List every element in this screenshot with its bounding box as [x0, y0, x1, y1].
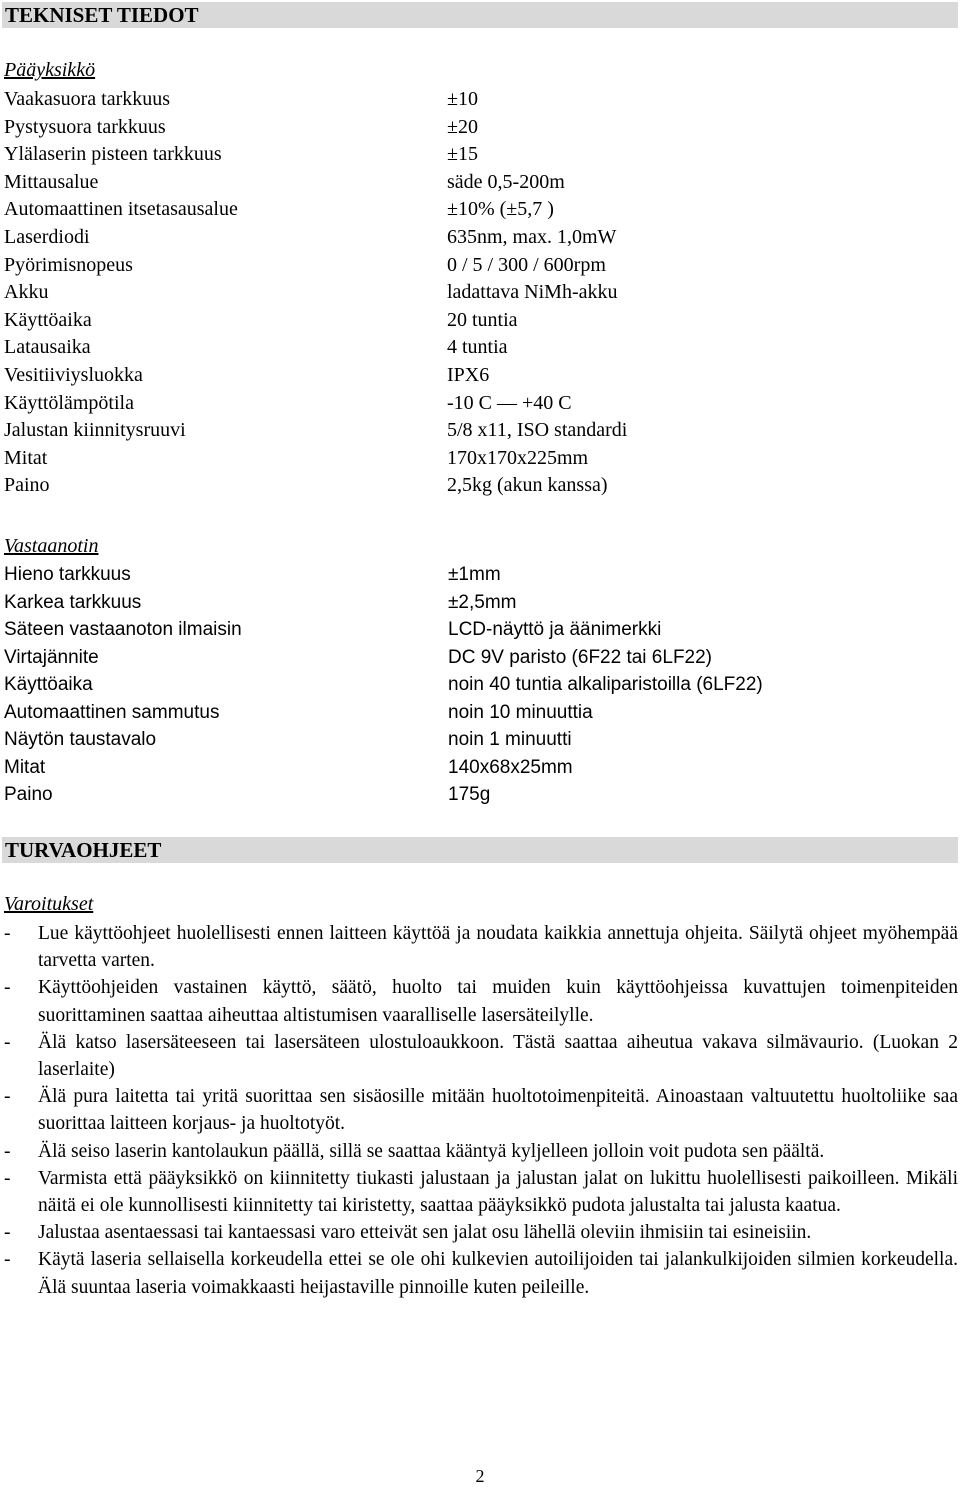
bullet-dash-icon: -: [4, 977, 11, 999]
spec-row: [4, 114, 904, 142]
spec-label: Latausaika: [4, 336, 91, 359]
spec-value: 2,5kg (akun kanssa): [447, 474, 608, 497]
warning-text: Lue käyttöohjeet huolellisesti ennen laitteen käyttöä ja noudata kaikkia annettuja ohjeita. Säilytä ohjeet myöhempää tarvetta varten.: [38, 923, 958, 972]
spec-row: [4, 390, 904, 418]
bullet-dash-icon: -: [4, 1031, 11, 1053]
spec-row: [4, 699, 904, 727]
spec-label: Automaattinen sammutus: [4, 701, 220, 723]
spec-label: Mitat: [4, 446, 48, 469]
bullet-dash-icon: -: [4, 1249, 11, 1271]
spec-value: ±2,5mm: [448, 591, 517, 613]
warning-item: [4, 920, 958, 974]
spec-label: Karkea tarkkuus: [4, 591, 142, 613]
warnings-title: Varoitukset: [4, 893, 94, 915]
spec-row: [4, 169, 904, 197]
spec-label: Säteen vastaanoton ilmaisin: [4, 619, 242, 640]
spec-value: 20 tuntia: [447, 308, 518, 331]
spec-value: noin 1 minuutti: [448, 729, 572, 750]
spec-label: Pyörimisnopeus: [4, 253, 133, 276]
tech-specs-header: TEKNISET TIEDOT: [2, 2, 958, 28]
spec-value: 635nm, max. 1,0mW: [447, 225, 617, 248]
spec-value: LCD-näyttö ja äänimerkki: [448, 619, 662, 640]
spec-row: [4, 224, 904, 252]
spec-value: ladattava NiMh-akku: [447, 281, 618, 304]
spec-value: säde 0,5-200m: [447, 170, 565, 193]
spec-label: Ylälaserin pisteen tarkkuus: [4, 143, 222, 166]
spec-row: [4, 417, 904, 445]
spec-row: [4, 561, 904, 589]
bullet-dash-icon: -: [4, 1167, 11, 1189]
spec-label: Hieno tarkkuus: [4, 564, 131, 585]
spec-value: 170x170x225mm: [447, 446, 589, 469]
spec-row: [4, 644, 904, 672]
spec-value: 5/8 x11, ISO standardi: [447, 419, 628, 442]
warning-item: [4, 974, 958, 1028]
warning-item: [4, 1138, 958, 1165]
spec-label: Automaattinen itsetasausalue: [4, 198, 238, 221]
warning-text: Jalustaa asentaessasi tai kantaessasi varo etteivät sen jalat osu lähellä oleviin ihmisiin tai esineisiin.: [38, 1222, 812, 1244]
warning-text: Älä pura laitetta tai yritä suorittaa sen sisäosille mitään huoltotoimenpiteitä. Ainoastaan valtuutettu huoltoliike saa suorittaa laitteen korjaus- ja huoltotyöt.: [38, 1086, 958, 1135]
spec-row: [4, 445, 904, 473]
spec-label: Paino: [4, 784, 53, 805]
spec-row: [4, 781, 904, 809]
spec-row: [4, 196, 904, 224]
spec-label: Paino: [4, 474, 50, 497]
spec-value: DC 9V paristo (6F22 tai 6LF22): [448, 646, 713, 668]
warning-text: Käytä laseria sellaisella korkeudella ettei se ole ohi kulkevien autoilijoiden tai jalankulkijoiden silmien korkeudella. Älä suuntaa laseria voimakkaasti heijastaville pinnoille kuten peileille.: [38, 1249, 958, 1298]
receiver-spec-table: [4, 561, 904, 809]
spec-label: Käyttölämpötila: [4, 391, 134, 414]
warning-text: Varmista että pääyksikkö on kiinnitetty tiukasti jalustaan ja jalustan jalat on lukittu huolellisesti paikoilleen. Mikäli näitä ei ole kunnollisesti kiinnitetty tai kiristetty, saattaa pääyksikkö pudota jalustalta tai jalusta kaatua.: [38, 1167, 958, 1217]
warning-item: [4, 1165, 958, 1219]
spec-row: [4, 754, 904, 782]
page-number: 2: [475, 1466, 485, 1486]
spec-row: [4, 362, 904, 390]
spec-value: noin 40 tuntia alkaliparistoilla (6LF22): [448, 674, 763, 695]
bullet-dash-icon: -: [4, 1086, 11, 1108]
spec-value: -10 C — +40 C: [447, 391, 572, 414]
spec-row: [4, 334, 904, 362]
spec-row: [4, 616, 904, 644]
spec-label: Käyttöaika: [4, 674, 93, 695]
spec-row: [4, 252, 904, 280]
spec-label: Mittausalue: [4, 170, 99, 193]
spec-row: [4, 279, 904, 307]
spec-label: Virtajännite: [4, 646, 99, 668]
spec-label: Näytön taustavalo: [4, 729, 157, 750]
spec-value: ±1mm: [448, 564, 501, 585]
warnings-list: [4, 920, 958, 1301]
spec-value: ±10% (±5,7 ): [447, 198, 554, 221]
main-unit-spec-table: [4, 86, 904, 500]
warning-item: [4, 1246, 958, 1300]
warning-item: [4, 1083, 958, 1137]
spec-label: Akku: [4, 281, 49, 304]
warning-text: Älä seiso laserin kantolaukun päällä, sillä se saattaa kääntyä kyljelleen jolloin voit pudota sen päältä.: [38, 1140, 825, 1162]
spec-label: Vaakasuora tarkkuus: [4, 88, 171, 110]
spec-value: noin 10 minuuttia: [448, 701, 593, 723]
bullet-dash-icon: -: [4, 1140, 11, 1162]
spec-row: [4, 307, 904, 335]
spec-label: Vesitiiviysluokka: [4, 363, 143, 386]
spec-label: Mitat: [4, 756, 46, 778]
bullet-dash-icon: -: [4, 923, 11, 944]
spec-value: 140x68x25mm: [448, 756, 573, 778]
spec-row: [4, 671, 904, 699]
spec-value: 175g: [448, 784, 491, 805]
spec-label: Käyttöaika: [4, 308, 92, 331]
spec-value: IPX6: [447, 363, 490, 386]
spec-value: ±20: [447, 115, 478, 138]
warning-item: [4, 1219, 958, 1246]
warning-item: [4, 1029, 958, 1083]
spec-value: 4 tuntia: [447, 336, 508, 359]
spec-row: [4, 726, 904, 754]
spec-row: [4, 589, 904, 617]
spec-row: [4, 472, 904, 500]
spec-value: ±15: [447, 143, 478, 166]
main-unit-title: Pääyksikkö: [4, 59, 96, 81]
warning-text: Käyttöohjeiden vastainen käyttö, säätö, huolto tai muiden kuin käyttöohjeissa kuvattujen toimenpiteiden suorittaminen saattaa aiheuttaa altistumisen vaaralliselle lasersäteilylle.: [38, 977, 958, 1026]
spec-value: 0 / 5 / 300 / 600rpm: [447, 253, 606, 276]
safety-header: TURVAOHJEET: [2, 837, 958, 863]
spec-value: ±10: [447, 88, 478, 110]
bullet-dash-icon: -: [4, 1222, 11, 1244]
spec-row: [4, 86, 904, 114]
spec-label: Pystysuora tarkkuus: [4, 115, 166, 138]
spec-label: Jalustan kiinnitysruuvi: [4, 419, 186, 442]
receiver-title: Vastaanotin: [4, 535, 99, 557]
spec-label: Laserdiodi: [4, 225, 90, 248]
spec-row: [4, 141, 904, 169]
warning-text: Älä katso lasersäteeseen tai lasersäteen ulostuloaukkoon. Tästä saattaa aiheutua vakava silmävaurio. (Luokan 2 laserlaite): [38, 1031, 958, 1081]
